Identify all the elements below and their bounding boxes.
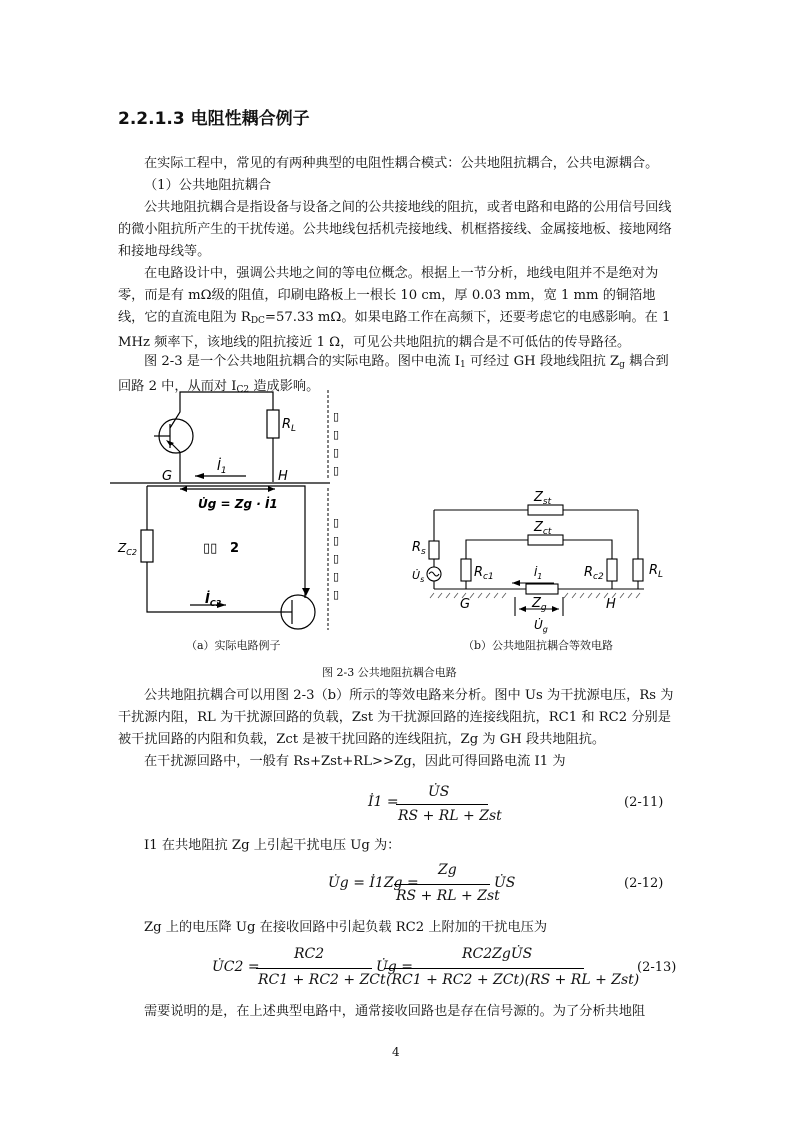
- paragraph-equipotential: 在电路设计中，强调公共地之间的等电位概念。根据上一节分析，地线电阻并不是绝对为零，而是有 mΩ级的阻值，印刷电路板上一根长 10 cm，厚 0.03 mm，宽 1 mm 的铜箔地线，它的直流电阻为 $R_{DC}=57.33$ mΩ。如果电路工作在高频下，还要考虑它的电感影响。在 1 MHz 频率下，该地线的阻抗接近 1 Ω，可见公共地阻抗的耦合是不可低估的传导路径。: [118, 266, 671, 350]
- svg-text:U̇s: [412, 569, 424, 584]
- svg-text:▯: ▯: [333, 446, 340, 459]
- svg-text:Rc2: [584, 565, 604, 582]
- label-rl-sub: L: [291, 424, 297, 434]
- label-h: H: [278, 469, 288, 484]
- svg-text:Zg: [531, 596, 547, 613]
- equation-number-2-13: (2-13): [637, 960, 677, 975]
- label-loop2-box: ▯▯: [203, 541, 218, 556]
- label-rc1-sub: c1: [483, 572, 494, 582]
- svg-text:RL: [649, 563, 663, 580]
- label-ug-b: U̇: [534, 618, 543, 632]
- label-i1-sub: 1: [220, 466, 227, 476]
- label-g: G: [162, 469, 173, 484]
- label-i1-b: İ: [534, 566, 538, 579]
- svg-text:Rs: [412, 540, 426, 557]
- label-zct-sub: ct: [542, 527, 552, 537]
- svg-text:Rc1: [474, 565, 494, 582]
- label-zc2: Z: [118, 541, 127, 555]
- label-zct: Z: [534, 520, 543, 535]
- label-rc1: R: [474, 565, 484, 580]
- label-zg: Z: [532, 596, 541, 611]
- svg-text:▯: ▯: [333, 464, 340, 477]
- caption-figure-a: （a）实际电路例子: [186, 639, 281, 652]
- label-g-b: G: [460, 597, 471, 612]
- svg-text:▯: ▯: [333, 516, 340, 529]
- label-rl: R: [282, 417, 292, 432]
- svg-text:▯: ▯: [333, 570, 340, 583]
- equation-number-2-11: (2-11): [624, 795, 664, 810]
- label-i1: İ: [217, 459, 221, 474]
- figure-b-equivalent-circuit: [408, 485, 678, 635]
- paragraph-interference-voltage: I1 在共地阻抗 Zg 上引起干扰电压 Ug 为：: [144, 838, 401, 853]
- svg-text:Zct: [533, 520, 552, 537]
- label-rc2-sub: c2: [593, 572, 604, 582]
- svg-text:▯: ▯: [333, 410, 340, 423]
- svg-text:İC2: [205, 591, 222, 608]
- bottom-loop-label-boxes: [333, 516, 339, 601]
- label-zc2-sub: C2: [126, 548, 137, 557]
- caption-figure-b: （b）公共地阻抗耦合等效电路: [463, 639, 614, 652]
- top-loop-label-boxes: [333, 410, 339, 477]
- paragraph-load-voltage: Zg 上的电压降 Ug 在接收回路中引起负载 RC2 上附加的干扰电压为: [144, 920, 548, 935]
- label-us-sub: s: [420, 575, 425, 584]
- label-i1-b-sub: 1: [537, 572, 543, 581]
- svg-text:İ1: [534, 566, 542, 581]
- page-number: 4: [392, 1045, 400, 1059]
- label-loop2-number: 2: [230, 541, 240, 556]
- paragraph-loop-current: 在干扰源回路中，一般有 Rs+Zst+RL>>Zg，因此可得回路电流 I1 为: [144, 754, 566, 769]
- label-ic2: İ: [205, 592, 210, 607]
- label-h-b: H: [606, 597, 616, 612]
- section-heading: 2.2.1.3 电阻性耦合例子: [118, 109, 310, 129]
- figure-a-circuit: [110, 380, 360, 640]
- paragraph-closing: 需要说明的是，在上述典型电路中，通常接收回路也是存在信号源的。为了分析共地阻: [144, 1004, 646, 1019]
- label-rl-b: R: [649, 563, 659, 578]
- svg-text:▯: ▯: [333, 534, 340, 547]
- figure-caption: 图 2-3 公共地阻抗耦合电路: [322, 666, 457, 679]
- label-zst: Z: [534, 490, 543, 505]
- circuit-a-diagram: [110, 380, 360, 640]
- label-rs-sub: s: [421, 547, 426, 557]
- equation-number-2-12: (2-12): [624, 876, 664, 891]
- label-ug-b-sub: g: [542, 625, 548, 634]
- svg-text:İ1: [217, 458, 227, 476]
- paragraph-intro: 在实际工程中，常见的有两种典型的电阻性耦合模式：公共地阻抗耦合，公共电源耦合。: [144, 156, 659, 171]
- list-item-ground-impedance: （1）公共地阻抗耦合: [144, 178, 272, 193]
- label-ic2-sub: C2: [209, 599, 222, 608]
- label-zg-sub: g: [540, 603, 547, 613]
- svg-text:▯: ▯: [333, 428, 340, 441]
- svg-text:U̇g: [534, 618, 548, 634]
- label-rl-b-sub: L: [658, 570, 664, 580]
- svg-text:▯: ▯: [333, 588, 340, 601]
- label-rc2: R: [584, 565, 594, 580]
- circuit-b-diagram: [408, 485, 678, 635]
- label-rs: R: [412, 540, 422, 555]
- label-us: U̇: [412, 569, 421, 582]
- svg-text:▯: ▯: [333, 552, 340, 565]
- svg-text:Zst: [533, 490, 552, 507]
- paragraph-figure-intro: 图 2-3 是一个公共地阻抗耦合的实际电路。图中电流 $I_1$ 可经过 GH 段地线阻抗 $Z_g$ 耦合到回路 2 中，从而对 $I_{C2}$ 造成影响。: [118, 354, 669, 395]
- svg-text:RL: [282, 417, 296, 434]
- label-zst-sub: st: [542, 497, 552, 507]
- paragraph-equivalent-analysis: 公共地阻抗耦合可以用图 2-3（b）所示的等效电路来分析。图中 Us 为干扰源电压，Rs 为干扰源内阻，RL 为干扰源回路的负载，Zst 为干扰源回路的连接线阻抗，RC1 和 RC2 分别是被干扰回路的内阻和负载，Zct 是被干扰回路的连线阻抗，Zg 为 GH 段共地阻抗。: [118, 688, 674, 747]
- svg-text:ZC2: [117, 541, 137, 557]
- paragraph-definition: 公共地阻抗耦合是指设备与设备之间的公共接地线的阻抗，或者电路和电路的公用信号回线的微小阻抗所产生的干扰传递。公共地线包括机壳接地线、机框搭接线、金属接地板、接地网络和接地母线等。: [118, 200, 672, 259]
- label-ug-equation: U̇g = Zg · İ1: [198, 497, 278, 511]
